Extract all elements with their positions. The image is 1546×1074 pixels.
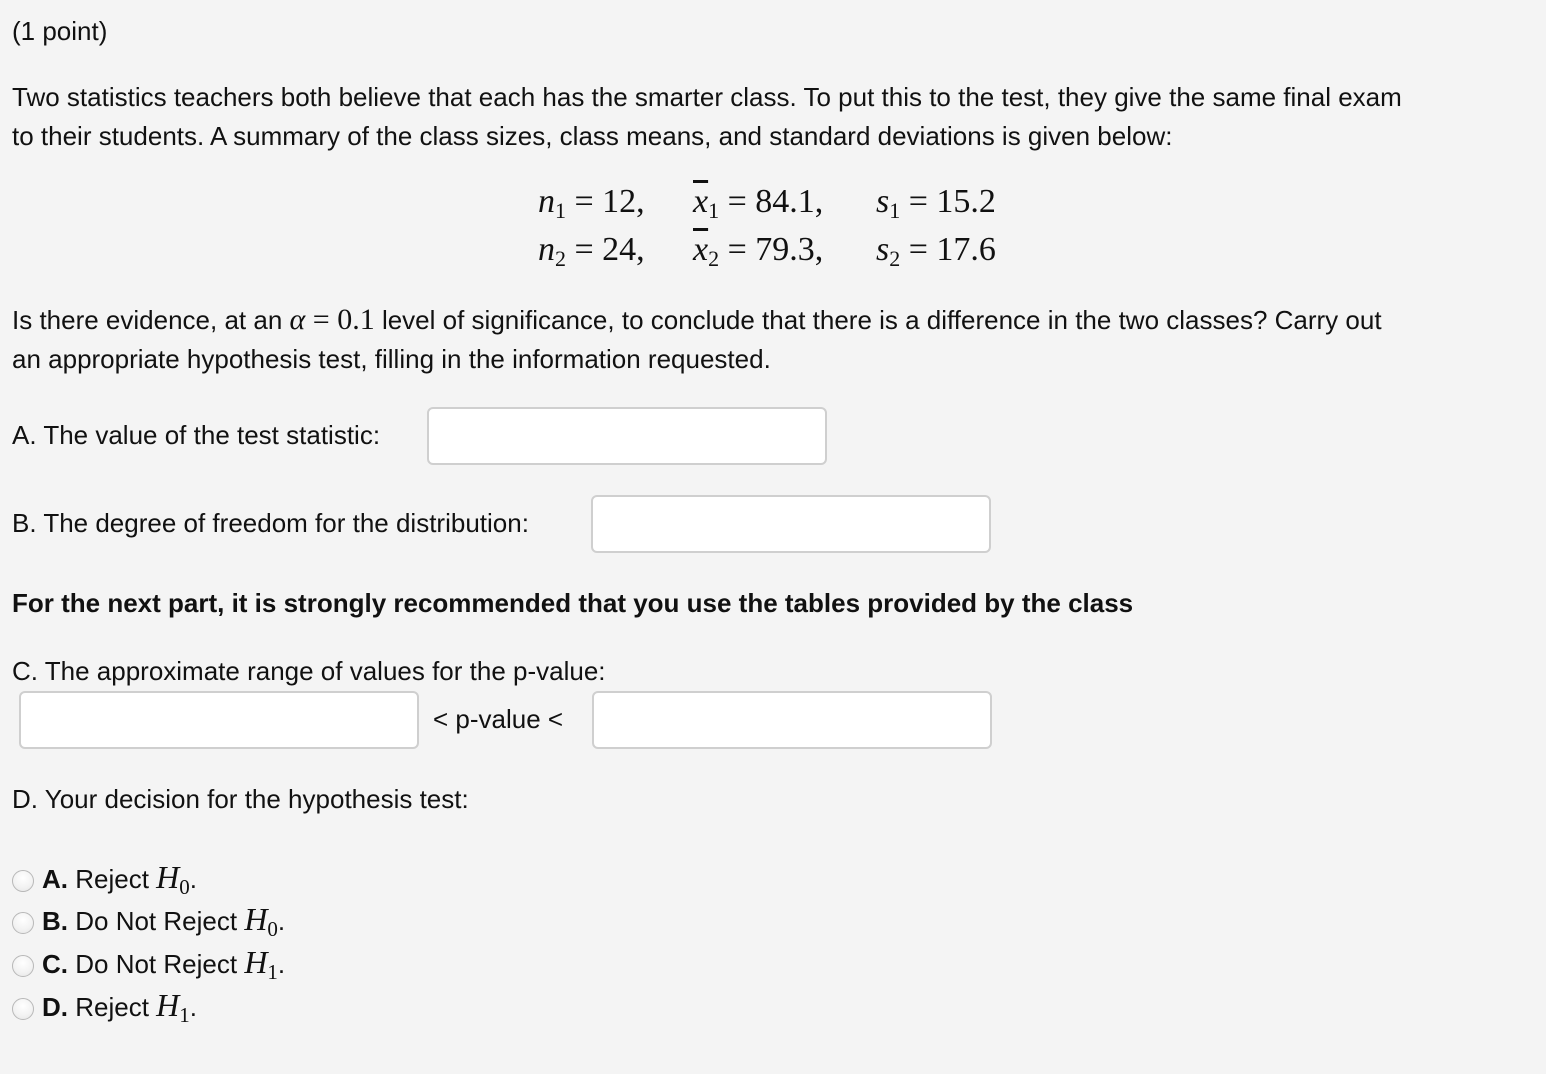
intro-line-2: to their students. A summary of the class sizes, class means, and standard deviations is given below: [12,121,1173,151]
points-label: (1 point) [12,16,108,46]
decision-option-b[interactable]: B. Do Not Reject $H_0$. [42,901,286,941]
x1-equation: $\overline{x}_1 = 84.1$, [693,183,824,223]
test-statistic-input[interactable] [427,407,827,465]
x2-equation: $\overline{x}_2 = 79.3$, [693,231,824,271]
p-value-lower-input[interactable] [19,691,419,749]
decision-radio-d[interactable] [12,998,34,1020]
decision-option-d[interactable]: D. Reject $H_1$. [42,987,198,1027]
decision-radio-c[interactable] [12,955,34,977]
decision-option-c[interactable]: C. Do Not Reject $H_1$. [42,944,286,984]
tables-note: For the next part, it is strongly recommended that you use the tables provided by the class [12,588,1134,618]
alpha-expression: α = 0.1 [289,303,375,336]
p-value-upper-input[interactable] [592,691,992,749]
part-b-label: B. The degree of freedom for the distribution: [12,508,529,538]
part-d-label: D. Your decision for the hypothesis test: [12,784,469,814]
n1-equation: $n_1 = 12$, [538,183,645,223]
s1-equation: $s_1 = 15.2$ [876,183,996,223]
p-value-range-text: < p-value < [433,704,564,734]
summary-equations [0,0,1546,300]
n2-equation: $n_2 = 24$, [538,231,645,271]
decision-option-a[interactable]: A. Reject $H_0$. [42,859,198,899]
part-a-label: A. The value of the test statistic: [12,420,381,450]
decision-radio-b[interactable] [12,912,34,934]
question-line-2: an appropriate hypothesis test, filling in the information requested. [12,344,771,374]
decision-radio-a[interactable] [12,870,34,892]
degrees-of-freedom-input[interactable] [591,495,991,553]
part-c-label: C. The approximate range of values for the p-value: [12,656,606,686]
intro-line-1: Two statistics teachers both believe that each has the smarter class. To put this to the test, they give the same final exam [12,82,1402,112]
question-line-1: Is there evidence, at an α = 0.1 level of significance, to conclude that there is a difference in the two classes? Carry out [12,303,1382,336]
s2-equation: $s_2 = 17.6$ [876,231,996,271]
